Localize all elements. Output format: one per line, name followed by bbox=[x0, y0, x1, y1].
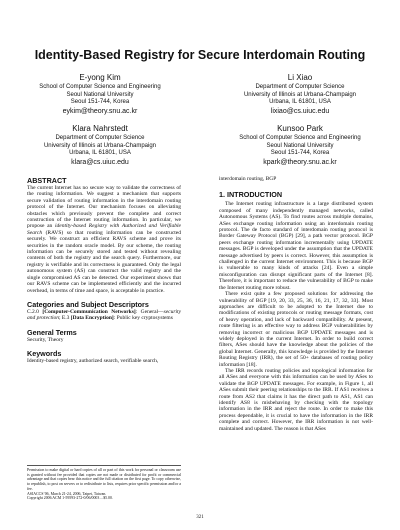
abstract-text: The current Internet has no secure way to validate the correctness of the routing information. We suggest a mechanism that supports secure validation of routing information in the interdomain routing protocol of the Internet. Our mechanism focuses on alleviating obstacles which previously prevent the complete and correct construction of the Internet routing information. In particular, we propose an bbox=[27, 185, 181, 230]
paper-title: Identity-Based Registry for Secure Interdomain Routing bbox=[34, 48, 366, 62]
keywords-heading: Keywords bbox=[27, 349, 62, 359]
permission-notice bbox=[27, 468, 181, 501]
category-code: C.2.0 bbox=[27, 308, 43, 315]
introduction-heading: 1. INTRODUCTION bbox=[219, 190, 283, 200]
abstract-text-cont: (RAVS) so that routing information can be constructed securely. We construct an efficient RAVS scheme and prove its securities in the random oracle model. By our scheme, the routing information can be securely stored and tested without revealing contents of both the registry and the search query. Furthermore, our registry is verifiable and its correctness is guaranteed. Only the legal autonomous system (AS) can construct the valid registry and the single compromised AS can be detected. Our experiment shows that our RAVS scheme can be implemented efficiently and the incurred overhead, in terms of time and space, is acceptable in practice. bbox=[27, 229, 181, 294]
author-affiliation: School of Computer Science and Engineering bbox=[39, 84, 161, 90]
category-name: [Computer-Communication Networks] bbox=[42, 308, 136, 315]
category-text: : General— bbox=[135, 308, 164, 315]
author-name: Kunsoo Park bbox=[277, 124, 323, 133]
keywords-continuation: interdomain routing, BGP bbox=[219, 176, 277, 182]
page-number: 321 bbox=[196, 515, 204, 520]
venue-line: ASIACCS’06, March 21-24, 2006, Taipei, Taiwan. bbox=[27, 491, 107, 496]
author-affiliation: University of Illinois at Urbana-Champaign bbox=[243, 91, 357, 98]
keywords-body: Identity-based registry, authorized search, verifiable search, bbox=[27, 358, 159, 365]
author-address: Seoul 151-744, Korea bbox=[270, 150, 330, 157]
abstract-body bbox=[27, 185, 181, 294]
category-code: ; E.3 bbox=[59, 315, 71, 322]
general-terms-heading: General Terms bbox=[27, 327, 77, 337]
copyright-line: Copyright 2006 ACM 1-59593-272-0/06/0003 ...$5.00. bbox=[27, 496, 113, 501]
footnote-divider bbox=[27, 465, 181, 466]
abstract-heading: ABSTRACT bbox=[27, 176, 67, 185]
author-block-kim bbox=[0, 73, 200, 116]
author-affiliation: Seoul National University bbox=[66, 91, 134, 98]
intro-paragraph: The Internet routing infrastructure is a large distributed system composed of many independently managed networks, called Autonomous Systems (AS). To find routes across multiple domains, ASes exchange routing information using an interdomain routing protocol. The de facto standard of interdomain routing protocol is Border Gateway Protocol (BGP) [29], a path vector protocol. BGP peers exchange routing information incrementally using UPDATE messages. BGP is developed under the assumption that the UPDATE message advertised by peers is correct. However, this assumption is challenged in the current Internet environment. This is because BGP is vulnerable to many kinds of attacks [24]. Even a simple misconfiguration can disrupt significant parts of the Internet [8]. Therefore, it is important to reduce the vulnerability of BGP to make the Internet routing more robust. bbox=[219, 201, 373, 291]
author-affiliation: University of Illinois at Urbana-Champaign bbox=[43, 142, 157, 149]
author-name: Li Xiao bbox=[287, 73, 313, 82]
author-block-park bbox=[200, 124, 400, 167]
author-email: kpark@theory.snu.ac.kr bbox=[263, 158, 337, 166]
left-column bbox=[27, 176, 181, 365]
intro-paragraph: There exist quite a few proposed solutions for addressing the vulnerability of BGP [19, 20, 33, 25, 36, 16, 21, 17, 32, 33]. Most approaches are difficult to be adopted to the Internet due to modifications of existing protocols or routing message formats, cost of heavy operation, and lack of backward compatibility. At present, route filtering is an effective way to address BGP vulnerabilities by removing incorrect or malicious BGP UPDATE messages and is widely deployed in the current Internet. In order to build correct filters, ASes should have the knowledge about the policies of the global Internet. Generally, this knowledge is provided by the Internet Routing Registry (IRR), the set of 50+ databases of routing policy information [18]. bbox=[219, 291, 373, 368]
author-affiliation: School of Computer Science and Engineering bbox=[239, 135, 361, 141]
categories-heading: Categories and Subject Descriptors bbox=[27, 299, 149, 309]
category-name: [Data Encryption] bbox=[70, 315, 114, 322]
author-address: Urbana, IL 61801, USA bbox=[69, 150, 131, 157]
intro-paragraph: The IRR records routing policies and topological information for all ASes and everyone with this information can be used by ASes to validate the BGP UPDATE messages. For example, in Figure 1, all ASes submit their peering relationships to the IRR. If AS1 receives a route from AS2 that claims it has the direct path to AS1, AS1 can identify AS8 is misbehaving by checking with the topology information in the IRR and reject the route. In order to make this process dependable, it is crucial to have the information in the IRR complete and correct. However, the IRR information is not well-maintained and updated. The reason is that ASes bbox=[219, 367, 373, 432]
author-affiliation: Department of Computer Science bbox=[55, 135, 145, 141]
author-email: klara@cs.uiuc.edu bbox=[71, 158, 129, 166]
author-block-nahrstedt bbox=[0, 124, 200, 167]
categories-body bbox=[27, 309, 181, 322]
author-affiliation: Department of Computer Science bbox=[255, 84, 345, 90]
right-column bbox=[219, 176, 373, 432]
introduction-body bbox=[219, 201, 373, 432]
category-italic: security and protection bbox=[27, 308, 182, 322]
author-affiliation: Seoul National University bbox=[266, 142, 334, 149]
author-block-xiao bbox=[200, 73, 400, 116]
author-address: Seoul 151-744, Korea bbox=[70, 99, 130, 106]
general-terms-body: Security, Theory bbox=[27, 336, 64, 343]
author-email: eykim@theory.snu.ac.kr bbox=[62, 107, 138, 115]
permission-text: Permission to make digital or hard copies of all or part of this work for personal or classroom use is granted without fee provided that copies are not made or distributed for profit or commercial advantage and that copies bear this notice and the full citation on the first page. To copy otherwise, to republish, to post on servers or to redistribute to lists, requires prior specific permission and/or a fee. bbox=[27, 468, 181, 491]
category-text: : Public key cryptosystems bbox=[113, 315, 173, 322]
author-address: Urbana, IL 61801, USA bbox=[269, 99, 331, 106]
author-name: E-yong Kim bbox=[79, 73, 121, 82]
author-name: Klara Nahrstedt bbox=[72, 124, 128, 133]
author-email: lixiao@cs.uiuc.edu bbox=[270, 107, 330, 115]
abstract-emphasis: identity-based Registry with Authorized and Verifiable Search bbox=[27, 223, 181, 236]
